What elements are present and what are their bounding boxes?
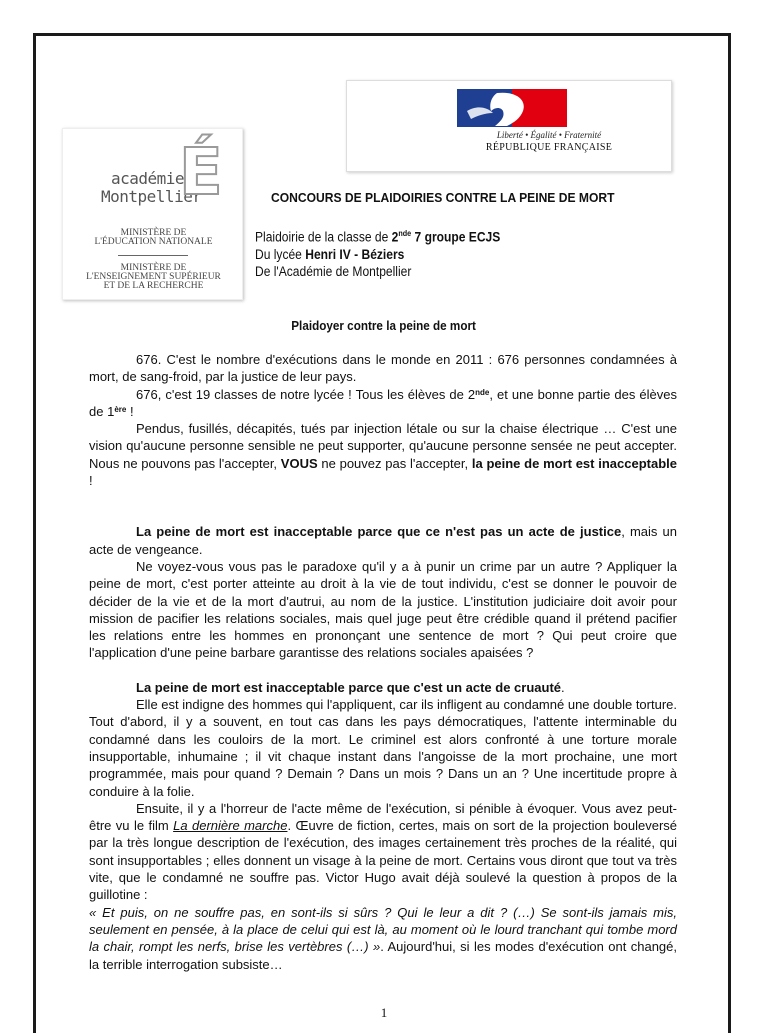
paragraph-676: 676. C'est le nombre d'exécutions dans le monde en 2011 : 676 personnes condamnées à mort, de sang-froid, par la justice de leur pays. bbox=[89, 352, 677, 385]
class-line: Plaidoirie de la classe de 2nde 7 groupe ECJS bbox=[255, 229, 501, 245]
logo-word-academie: académie bbox=[111, 169, 185, 188]
marianne-flag-icon bbox=[457, 89, 567, 127]
film-title: La dernière marche bbox=[173, 818, 288, 834]
academy-line: De l'Académie de Montpellier bbox=[255, 264, 412, 280]
school-info bbox=[255, 225, 500, 281]
rf-motto: Liberté • Égalité • Fraternité bbox=[496, 130, 602, 140]
logo-word-montpellier: Montpellier bbox=[101, 187, 202, 206]
rf-name: RÉPUBLIQUE FRANÇAISE bbox=[485, 142, 613, 153]
contest-title: CONCOURS DE PLAIDOIRIES CONTRE LA PEINE DE MORT bbox=[271, 190, 615, 205]
ministere-education-line1: MINISTÈRE DE bbox=[120, 228, 187, 238]
academie-montpellier-logo bbox=[62, 128, 243, 300]
paragraph-execution: Ensuite, il y a l'horreur de l'acte même de l'exécution, si pénible à évoquer. Vous avez peut-être vu le film La dernière marche. Œuvre de fiction, certes, mais on sort de la projection bouleversé par la très longue description de l'exécution, des images certainement très proches de la réalité, qui sont insupportables ; elles donnent un visage à la peine de mort. Certains vous diront que tout va très vite, que le condamné ne souffre pas. Victor Hugo avait déjà soulevé la question à propos de la guillotine : bbox=[89, 800, 677, 903]
paragraph-paradoxe: Ne voyez-vous vous pas le paradoxe qu'il y a à punir un crime par un autre ? Appliquer la peine de mort, c'est porter atteinte au droit à la vie de tout individu, c'est se donner le pouvoir de décider de la vie et de la mort d'autrui, au nom de la justice. L'institution judiciaire doit avoir pour mission de pacifier les relations sociales, mais quel juge peut être crédible quand il prétend pacifier les relations entre les hommes en prononçant une sentence de mort ? Qui peut croire que l'application d'une peine barbare garantisse des relations sociales apaisées ? bbox=[89, 558, 677, 661]
victor-hugo-quote: « Et puis, on ne souffre pas, en sont-ils si sûrs ? Qui le leur a dit ? (…) Se sont-ils jamais mis, seulement en pensée, à la place de celui qui est là, au moment où le lourd tranchant qui tombe mord la chair, rompt les nerfs, brise les vertèbres (…) ». Aujourd'hui, si les modes d'exécution ont changé, la terrible interrogation subsiste… bbox=[89, 904, 677, 972]
argument-cruaute: La peine de mort est inacceptable parce que c'est un acte de cruauté. bbox=[136, 679, 565, 695]
ministere-sup-line3: ET DE LA RECHERCHE bbox=[103, 281, 204, 291]
document-title: Plaidoyer contre la peine de mort bbox=[291, 318, 477, 333]
paragraph-torture: Elle est indigne des hommes qui l'appliquent, car ils infligent au condamné une double torture. Tout d'abord, il y a souvent, en tout cas dans les pays démocratiques, l'attente interminable du condamné dans les couloirs de la mort. Le criminel est alors confronté à une torture morale insupportable, inhumaine ; il vit chaque instant dans l'angoisse de la mort prochaine, une mort programmée, mais pour quand ? Demain ? Dans un mois ? Dans un an ? Une incertitude propre à conduire à la folie. bbox=[89, 697, 677, 799]
logo-letter-e: É bbox=[179, 136, 223, 210]
school-line: Du lycée Henri IV - Béziers bbox=[255, 246, 405, 262]
paragraph-executions: Pendus, fusillés, décapités, tués par injection létale ou sur la chaise électrique … C'est une vision qu'aucune personne sensible ne peut supporter, qu'aucune personne sensée ne peut accepter. Nous ne pouvons pas l'accepter, VOUS ne pouvez pas l'accepter, la peine de mort est inacceptable ! bbox=[89, 421, 677, 489]
paragraph-classes: 676, c'est 19 classes de notre lycée ! Tous les élèves de 2nde, et une bonne partie des élèves de 1ère ! bbox=[89, 386, 677, 419]
republique-francaise-logo bbox=[346, 80, 672, 172]
argument-justice: La peine de mort est inacceptable parce que ce n'est pas un acte de justice, mais un acte de vengeance. bbox=[89, 524, 677, 557]
logo-divider bbox=[118, 255, 188, 256]
ministere-education-line2: L'ÉDUCATION NATIONALE bbox=[94, 237, 213, 247]
page-number: 1 bbox=[380, 1005, 388, 1020]
plaidoyer-body bbox=[89, 351, 677, 973]
ministere-sup-line1: MINISTÈRE DE bbox=[120, 263, 187, 273]
ministere-sup-line2: L'ENSEIGNEMENT SUPÉRIEUR bbox=[86, 272, 221, 282]
